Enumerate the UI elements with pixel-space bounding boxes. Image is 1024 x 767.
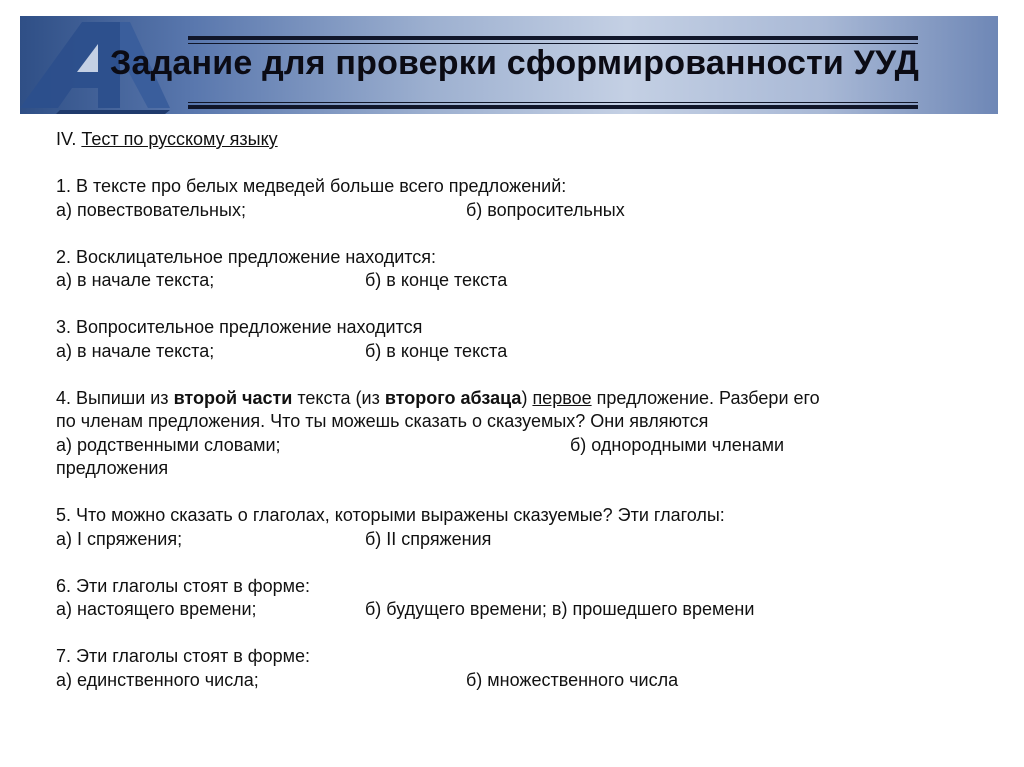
question-7-options [56,669,956,693]
emphasis-second-part: второй части [173,387,293,408]
question-5-options [56,528,956,552]
question-4-options [56,434,956,458]
option-a: а) I спряжения; [56,528,183,549]
test-content [56,128,956,692]
question-2-text: 2. Восклицательное предложение находится: [56,246,437,267]
question-5-text: 5. Что можно сказать о глаголах, которыми выражены сказуемые? Эти глаголы: [56,505,725,525]
option-a: а) родственными словами; [56,434,281,455]
question-4-text-line2: по членам предложения. Что ты можешь сказать о сказуемых? Они являются [56,411,709,431]
option-b: б) II спряжения [365,528,492,549]
slide-header [20,16,998,114]
option-a: а) единственного числа; [56,669,259,690]
question-1-options [56,199,956,223]
option-b: б) в конце текста [365,270,508,290]
option-a: а) в начале текста; [56,340,215,361]
option-b: б) множественного числа [466,669,679,690]
emphasis-first: первое [532,387,592,408]
section-number: IV. [56,129,82,149]
question-2-options [56,269,956,293]
option-b: б) в конце текста [365,340,508,361]
option-b: б) будущего времени; в) прошедшего времени [365,599,755,619]
question-6-options [56,598,956,622]
question-4-text: 4. Выпиши из второй части текста (из второго абзаца) первое предложение. Разбери его [56,387,820,408]
header-rule-top [188,36,918,40]
option-b: б) вопросительных [466,199,625,220]
section-heading [56,128,956,152]
option-b: б) однородными членами [570,434,785,455]
slide-title: Задание для проверки сформированности УУД [110,44,920,82]
question-3-text: 3. Вопросительное предложение находится [56,317,423,337]
option-a: а) повествовательных; [56,199,246,220]
question-3-options [56,340,956,364]
header-rule-bottom [188,105,918,109]
emphasis-second-paragraph: второго абзаца [384,387,522,408]
question-1-text: 1. В тексте про белых медведей больше всего предложений: [56,176,567,196]
section-title: Тест по русскому языку [81,129,278,149]
option-a: а) в начале текста; [56,270,215,290]
option-a: а) настоящего времени; [56,599,257,619]
question-4-option-b-continued: предложения [56,458,169,478]
question-7-text: 7. Эти глаголы стоят в форме: [56,646,310,666]
question-6-text: 6. Эти глаголы стоят в форме: [56,575,310,596]
header-rule-bottom-thin [188,102,918,103]
